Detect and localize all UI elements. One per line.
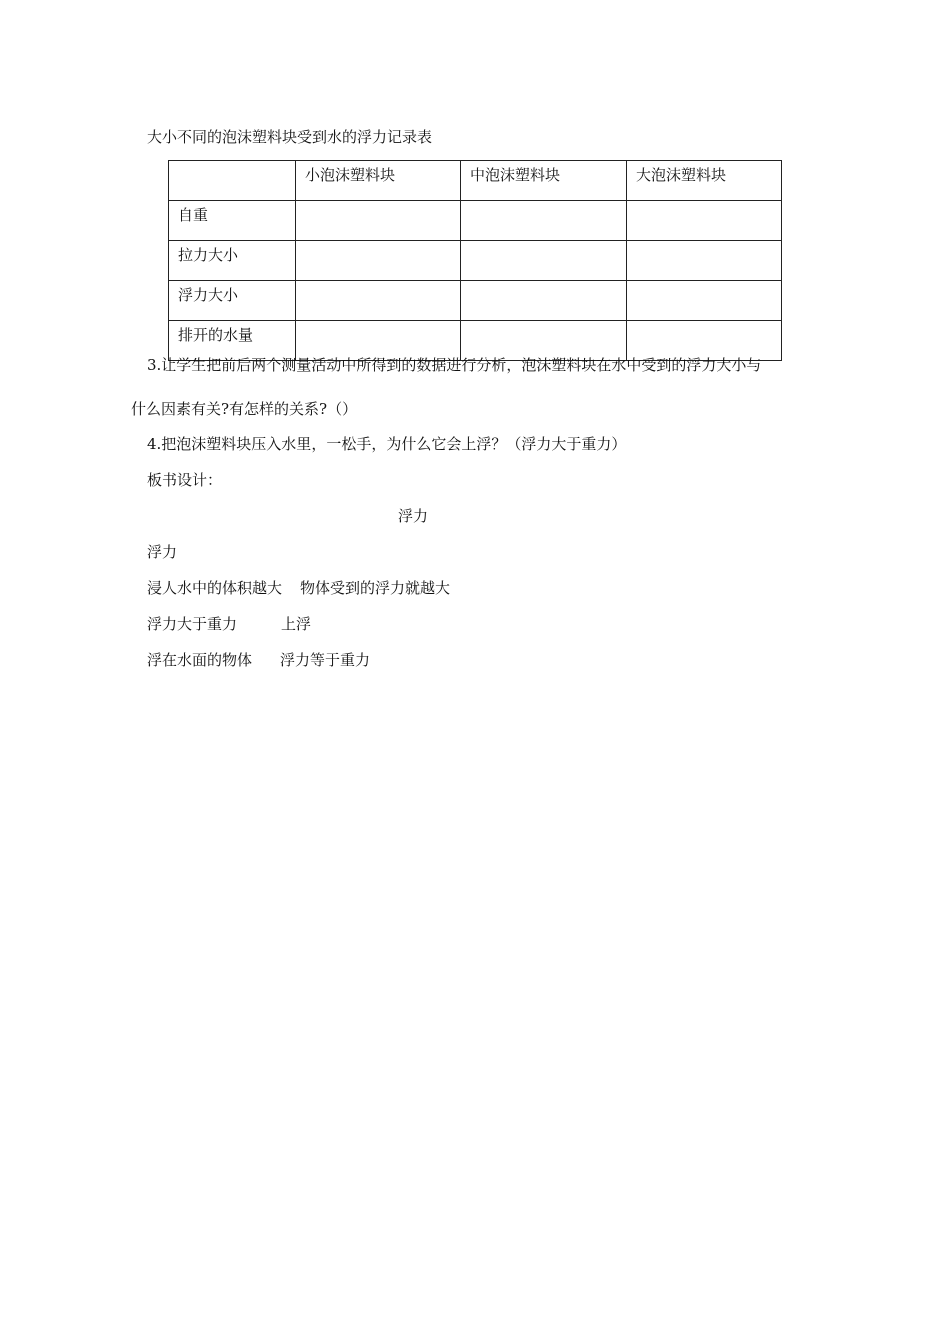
table-cell: [296, 281, 461, 321]
row-label-pull-force: 拉力大小: [169, 241, 296, 281]
board-line-3: [147, 614, 311, 634]
board-line-4-right: 浮力等于重力: [280, 651, 371, 669]
row-label-buoyancy: 浮力大小: [169, 281, 296, 321]
table-row: [169, 281, 782, 321]
table-cell: [627, 281, 782, 321]
paragraph-3-line-1: 3.让学生把前后两个测量活动中所得到的数据进行分析，泡沫塑料块在水中受到的浮力大小与: [147, 356, 762, 374]
board-title: 浮力: [398, 507, 429, 525]
board-line-3-left: 浮力大于重力: [147, 615, 238, 633]
board-line-3-right: 上浮: [281, 615, 312, 633]
header-cell-empty: [169, 161, 296, 201]
table-cell: [296, 241, 461, 281]
paragraph-3-line-2: 什么因素有关?有怎样的关系?（）: [131, 400, 358, 418]
table-row: [169, 241, 782, 281]
header-cell-medium: 中泡沫塑料块: [461, 161, 627, 201]
board-line-4: [147, 650, 370, 670]
table-cell: [461, 201, 627, 241]
table-cell: [627, 201, 782, 241]
table-row: [169, 201, 782, 241]
paragraph-4: 4.把泡沫塑料块压入水里，一松手，为什么它会上浮？（浮力大于重力）: [147, 435, 627, 453]
board-design-label: 板书设计：: [147, 471, 223, 489]
board-line-1: 浮力: [147, 543, 178, 561]
header-cell-small: 小泡沫塑料块: [296, 161, 461, 201]
table-cell: [627, 241, 782, 281]
table-cell: [461, 241, 627, 281]
row-label-weight: 自重: [169, 201, 296, 241]
row-label-displaced-water: 排开的水量: [169, 321, 296, 361]
board-line-4-left: 浮在水面的物体: [147, 651, 253, 669]
board-line-2-right: 物体受到的浮力就越大: [300, 579, 451, 597]
header-cell-large: 大泡沫塑料块: [627, 161, 782, 201]
board-line-2: [147, 578, 450, 598]
table-cell: [296, 201, 461, 241]
board-line-2-left: 浸人水中的体积越大: [147, 579, 283, 597]
table-cell: [461, 281, 627, 321]
buoyancy-record-table: [168, 160, 782, 361]
table-caption: 大小不同的泡沫塑料块受到水的浮力记录表: [147, 128, 433, 146]
table-header-row: [169, 161, 782, 201]
